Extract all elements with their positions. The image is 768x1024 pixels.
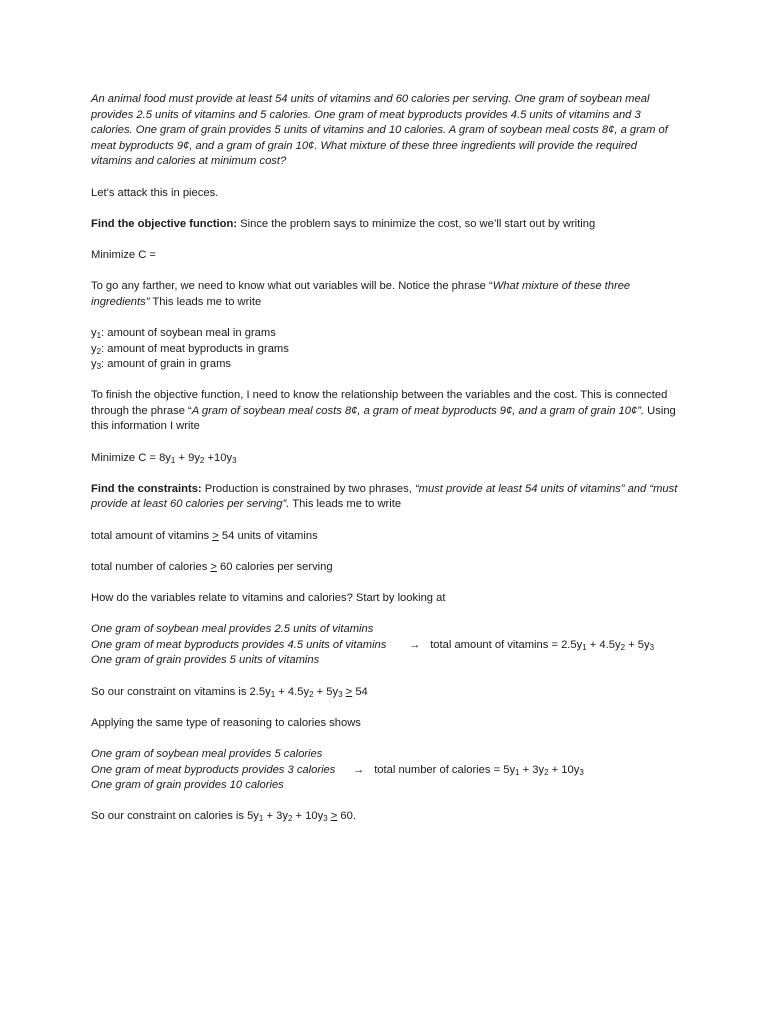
objective-function: Minimize $C = 8y_1 + 9y_2 +10y_3$ — [91, 451, 237, 465]
minimize-start: Minimize C = — [91, 248, 156, 261]
vitamin-requirement: total amount of vitamins > 54 units of vitamins — [91, 529, 318, 542]
constraints-heading: Find the constraints: — [91, 482, 202, 495]
calorie-line-meat: One gram of meat byproducts provides 3 calories → total number of calories = $5y_1 + 3y_2 + 10y_3$ — [91, 763, 584, 777]
calorie-constraint: So our constraint on calories is $5y_1 + 3y_2 + 10y_3 > 60$. — [91, 810, 356, 824]
vitamin-total-equation: total amount of vitamins = $2.5y_1 + 4.5y_2 + 5y_3$ — [430, 638, 655, 652]
variable-y1: $y_1$: amount of soybean meal in grams — [91, 326, 276, 340]
right-arrow-icon: → — [409, 638, 421, 651]
objective-heading: Find the objective function: — [91, 217, 238, 230]
vitamin-constraint: So our constraint on vitamins is $2.5y_1 + 4.5y_2 + 5y_3 > 54$ — [91, 685, 368, 699]
intro-line: Let’s attack this in pieces. — [91, 186, 219, 199]
document-body — [91, 92, 681, 841]
calorie-line-grain: One gram of grain provides 10 calories — [91, 779, 284, 792]
calorie-block — [91, 747, 681, 794]
constraints-paragraph: Find the constraints: Production is constrained by two phrases, “must provide at least 54 units of vitamins” and “must provide at least 60 calories per serving”. This leads me to write — [91, 482, 678, 511]
calorie-total-equation: total number of calories = $5y_1 + 3y_2 + 10y_3$ — [374, 763, 584, 777]
calorie-requirement: total number of calories > 60 calories per serving — [91, 560, 333, 573]
relate-question: How do the variables relate to vitamins and calories? Start by looking at — [91, 592, 446, 604]
calorie-intro: Applying the same type of reasoning to calories shows — [91, 716, 361, 729]
vitamin-line-grain: One gram of grain provides 5 units of vitamins — [91, 654, 320, 667]
variable-list — [91, 326, 681, 373]
cost-paragraph: To finish the objective function, I need to know the relationship between the variables and the cost. This is connected through the phrase “A gram of soybean meal costs 8¢, a gram of meat byproducts 9¢, and a gram of grain 10¢”. Using this information I write — [91, 389, 676, 433]
variable-y2: $y_2$: amount of meat byproducts in grams — [91, 342, 289, 356]
vitamin-block — [91, 622, 681, 669]
problem-statement: An animal food must provide at least 54 units of vitamins and 60 calories per serving. One gram of soybean meal provides 2.5 units of vitamins and 5 calories. One gram of meat byproducts provides 4.5 units of vitamins and 3 calories. One gram of grain provides 5 units of vitamins and 10 calories. A gram of soybean meal costs 8¢, a gram of meat byproducts 9¢, and a gram of grain 10¢. What mixture of these three ingredients will provide the required vitamins and calories at minimum cost? — [91, 93, 668, 168]
vitamin-line-meat: One gram of meat byproducts provides 4.5 units of vitamins → total amount of vitamins = $2.5y_1 + 4.5y_2 + 5y_3$ — [91, 638, 655, 652]
right-arrow-icon: → — [353, 763, 365, 776]
objective-paragraph: Find the objective function: Since the problem says to minimize the cost, so we’ll start out by writing — [91, 217, 596, 230]
variables-paragraph: To go any farther, we need to know what out variables will be. Notice the phrase “What mixture of these three ingredients” This leads me to write — [91, 280, 631, 308]
variable-y3: $y_3$: amount of grain in grams — [91, 358, 232, 372]
calorie-line-soybean: One gram of soybean meal provides 5 calories — [91, 747, 323, 760]
vitamin-line-soybean: One gram of soybean meal provides 2.5 units of vitamins — [91, 623, 374, 636]
